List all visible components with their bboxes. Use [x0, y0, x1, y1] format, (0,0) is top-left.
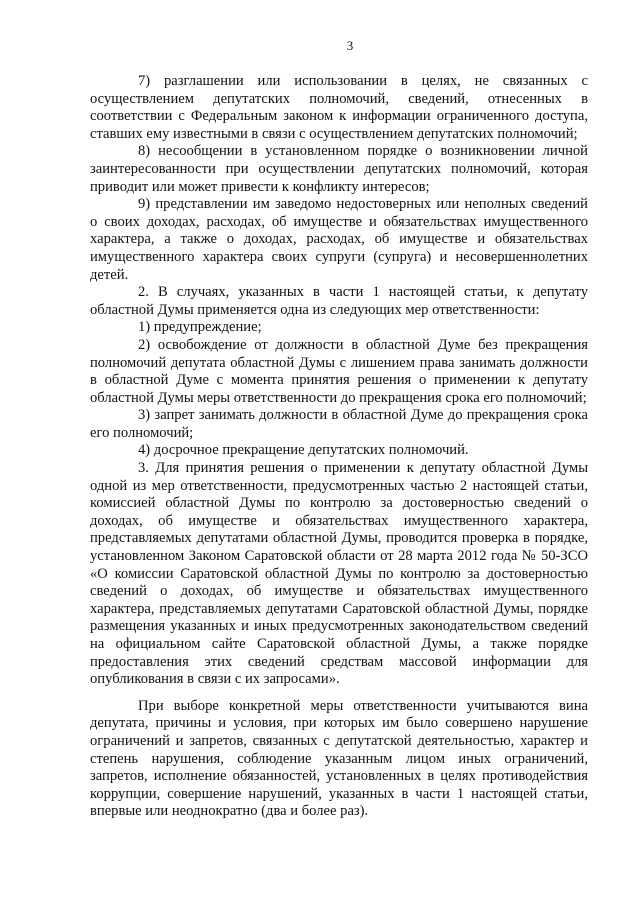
paragraph-part-3: 3. Для принятия решения о применении к депутату областной Думы одной из мер ответственности, предусмотренных частью 2 настоящей статьи, комиссией областной Думы по контролю за достоверностью сведений о доходах, об имуществе и обязательствах имущественного характера, представляемых депутатами областной Думы, проводится проверка в порядке, установленном Законом Саратовской области от 28 марта 2012 года № 50-ЗСО «О комиссии Саратовской областной Думы по контролю за достоверностью сведений о доходах, об имуществе и обязательствах имущественного характера, представляемых депутатами Саратовской областной Думы, порядке размещения указанных и иных предусмотренных законодательством сведений на официальном сайте Саратовской областной Думы, а также порядке предоставления этих сведений средствам массовой информации для опубликования в связи с их запросами». [90, 460, 588, 688]
paragraph-selection-criteria: При выборе конкретной меры ответственности учитываются вина депутата, причины и условия, при которых им было совершено нарушение ограничений и запретов, связанных с депутатской деятельностью, характер и степень нарушения, соблюдение указанным лицом иных ограничений, запретов, исполнение обязанностей, установленных в целях противодействия коррупции, совершение нарушений, указанных в части 1 настоящей статьи, впервые или неоднократно (два и более раз). [90, 697, 588, 820]
paragraph-item-8: 8) несообщении в установленном порядке о возникновении личной заинтересованности при осуществлении депутатских полномочий, которая приводит или может привести к конфликту интересов; [90, 143, 588, 195]
paragraph-measure-2: 2) освобождение от должности в областной Думе без прекращения полномочий депутата областной Думы с лишением права занимать должности в областной Думе с момента принятия решения о применении к депутату областной Думы меры ответственности до прекращения срока его полномочий; [90, 336, 588, 406]
paragraph-item-7: 7) разглашении или использовании в целях, не связанных с осуществлением депутатских полномочий, сведений, отнесенных в соответствии с Федеральным законом к информации ограниченного доступа, ставших ему известными в связи с осуществлением депутатских полномочий; [90, 73, 588, 142]
paragraph-measure-3: 3) запрет занимать должности в областной Думе до прекращения срока его полномочий; [90, 407, 588, 441]
paragraph-measure-1: 1) предупреждение; [138, 319, 262, 336]
paragraph-measure-4: 4) досрочное прекращение депутатских полномочий. [138, 442, 469, 459]
page-number: 3 [346, 38, 354, 53]
document-body [90, 73, 588, 821]
paragraph-item-9: 9) представлении им заведомо недостоверных или неполных сведений о своих доходах, расходах, об имуществе и обязательствах имущественного характера, а также о доходах, расходах, об имуществе и обязательствах имущественного характера своих супруги (супруга) и несовершеннолетних детей. [90, 196, 588, 283]
paragraph-part-2: 2. В случаях, указанных в части 1 настоящей статьи, к депутату областной Думы применяется одна из следующих мер ответственности: [90, 284, 588, 318]
